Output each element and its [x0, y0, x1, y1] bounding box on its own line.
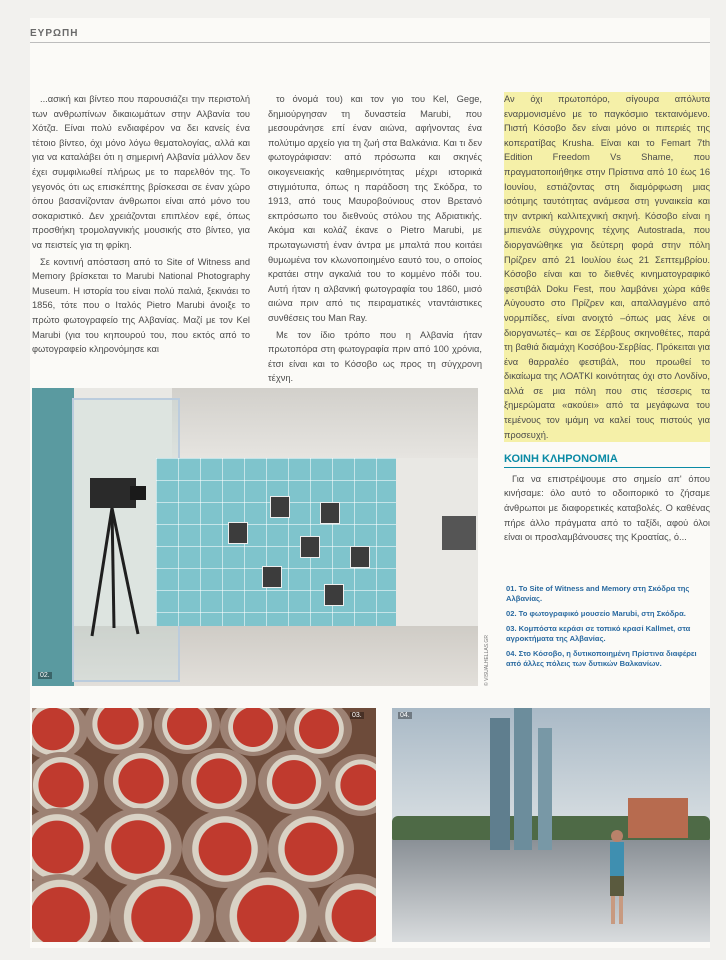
paragraph: Αν όχι πρωτοπόρο, σίγουρα απόλυτα εναρμονισμένο με το παγκόσμιο τεκταινόμενο. Πιστή Κόσοβο δεν είναι μόνο οι πιπεριές της κοπερατίβας Krusha. Είναι και το Femart 7th Edition Freedom Vs Shame, που πραγματοποιήθηκε στην Πρίστινα από 10 έως 16 Ιουνίου, εστιάζοντας στη διαμόρφωση μιας ισότιμης ταυτότητας ανάμεσα στη γυναικεία και την αντρική καλλιτεχνική σκηνή. Κόσοβο είναι η μπιενάλε σύγχρονης τέχνης Autostrada, που διοργανώθηκε για δεύτερη φορά στην πόλη Πρίζρεν από 21 Ιουλίου έως 21 Σεπτεμβρίου. Κόσοβο είναι και το διεθνές κινηματογραφικό φεστιβάλ Doku Fest, που λαμβάνει χώρα κάθε Αύγουστο στο Πρίζρεν και, απαλλαγμένο από νορμπίδες, είναι ανοιχτό –όπως μας λένε οι διοργανωτές– και σε Σέρβους σκηνοθέτες, παρά τη βαθιά διαμάχη Κοσόβου-Σερβίας. Πρόκειται για ένα θαρραλέο φεστιβάλ, που προωθεί το δικαίωμα της ΛΟΑΤΚΙ κοινότητας όχι στο Λονδίνο, αλλά σε μια πόλη που στις τέσσερις τα ξημερώματα «ακούει» από τα μεγάφωνα του τεμένους τον ιμάμη να καλεί τους πιστούς για προσευχή.	[504, 92, 710, 442]
photo-number: 03.	[352, 712, 362, 719]
jar	[32, 874, 110, 942]
vintage-camera-icon	[82, 478, 152, 638]
photo-frame	[350, 546, 370, 568]
photo-frame	[270, 496, 290, 518]
building	[628, 798, 688, 838]
jar	[258, 750, 330, 814]
photo-wall-installation	[156, 458, 396, 626]
photo-frame	[320, 502, 340, 524]
caption: 01. Το Site of Witness and Memory στη Σκόδρα της Αλβανίας.	[506, 584, 690, 603]
paragraph: Με τον ίδιο τρόπο που η Αλβανία ήταν πρωτοπόρα στη φωτογραφία πριν από 100 χρόνια, έτσι είναι και το Κόσοβο ως προς τη σύγχρονη τέχνη.	[268, 329, 482, 384]
photo-museum-gallery	[32, 388, 478, 686]
text-column-1	[32, 92, 250, 359]
text-column-3	[504, 92, 710, 547]
paragraph: το όνομά του) και τον γιο του Kel, Gege, δημιούργησαν τη δυναστεία Marubi, που μεσουράνησε επί έναν αιώνα, αφήνοντας ένα πολύτιμο αρχείο για τη ζωή στα Βαλκάνια. Και τι δεν φωτογράφισαν: από πρόσωπα και σκηνές οικογενειακής καθημερινότητας μέχρι ιστορικά στιγμιότυπα, όπως η παράδοση της Σκόδρα, το 1913, από τους Μαυροβούνιους στον Βρετανό εκπρόσωπο του διεθνούς στόλου της Αδριατικής. Ακόμα και κολάζ έκανε ο Pietro Marubi, με πρωταγωνιστή έναν άντρα με μπαλτά που κοιτάει θυμωμένα τον κλωνοποιημένο εαυτό του, ο οποίος κρατάει στην αγκαλιά του το κομμένο πόδι του. Αυτή ήταν η αλβανική φωτογραφία του 1860, μισό αιώνα πριν από τις πειραματικές νταντάιστικες συνθέσεις του Man Ray.	[268, 94, 482, 323]
monument-tower	[490, 718, 510, 850]
jar	[328, 754, 376, 816]
caption: 02. Το φωτογραφικό μουσείο Marubi, στη Σκόδρα.	[506, 609, 686, 618]
photo-pristina-square	[392, 708, 710, 942]
paragraph: Για να επιστρέψουμε στο σημείο απ' όπου κινήσαμε: όλο αυτό το οδοιπορικό το ζήσαμε άνθρωποι με διαφορετικές καταβολές. Ο καθένας πήρε άλλο πράγματα από το ταξίδι, αφού όλοι είναι οι προσλαμβάνουσες της Κροατίας, ό...	[504, 473, 710, 543]
photo-frame	[300, 536, 320, 558]
jar	[182, 748, 256, 814]
paragraph: ...ασική και βίντεο που παρουσιάζει την περιστολή των ανθρωπίνων δικαιωμάτων στην Αλβανία του Χότζα. Είναι πολύ ενδιαφέρον να δει κανείς ένα τέτοιο βίντεο, όχι μόνο λόγω θεματολογίας, αλλά και για να καταλάβει ότι η σημερινή Αλβανία μάλλον δεν έχει συμφιλιωθεί πλήρως με το παρελθόν της. Το γεγονός ότι ως επισκέπτης βρίσκεσαι σε έναν χώρο όπου βασανίζονταν άνθρωποι είναι από μόνο του σοκαριστικό. Δεν χρειάζονται επιπλέον εφέ, όπως προσθήκη τρομολαγνικής μουσικής στο βίντεο, για να πειστείς για τη φρίκη.	[32, 94, 250, 250]
photo-captions	[506, 584, 710, 674]
photo-frame	[324, 584, 344, 606]
magazine-page	[30, 18, 710, 948]
text-column-2	[268, 92, 482, 388]
monument-tower	[514, 708, 532, 850]
jar	[154, 708, 220, 754]
photo-frame	[262, 566, 282, 588]
photo-number: 04.	[400, 712, 410, 719]
photo-frame	[228, 522, 248, 544]
wet-plaza	[392, 840, 710, 942]
jar	[104, 748, 178, 814]
child-figure	[606, 828, 628, 926]
teal-wall	[32, 388, 74, 686]
caption: 03. Κομπόστα κεράσι σε τοπικό κρασί Kallmet, στα αγροκτήματα της Αλβανίας.	[506, 624, 691, 643]
photo-cherry-jars	[32, 708, 376, 942]
subsection-heading: ΚΟΙΝΗ ΚΛΗΡΟΝΟΜΙΑ	[504, 452, 710, 468]
photo-credit: © VISUALHELLAS.GR	[484, 635, 490, 686]
photo-number: 02.	[40, 672, 50, 679]
wall-artwork	[442, 516, 476, 550]
top-rule	[30, 42, 710, 43]
gallery-ceiling	[172, 388, 478, 458]
caption: 04. Στο Κόσοβο, η δυτικοποιημένη Πρίστινα διαφέρει από άλλες πόλεις των δυτικών Βαλκανίων.	[506, 649, 697, 668]
section-tag: ΕΥΡΩΠΗ	[30, 28, 79, 39]
paragraph: Σε κοντινή απόσταση από το Site of Witness and Memory βρίσκεται το Marubi National Photography Museum. Η ιστορία του είναι πολύ παλιά, ξεκινάει το 1856, τότε που ο Ιταλός Pietro Marubi άνοιξε το πρώτο φωτογραφείο της Αλβανίας. Μαζί με τον Kel Marubi (για του κηπουρού του, που εκτός από το φωτογραφείο κληρονόμησε και	[32, 256, 250, 355]
monument-tower	[538, 728, 552, 850]
